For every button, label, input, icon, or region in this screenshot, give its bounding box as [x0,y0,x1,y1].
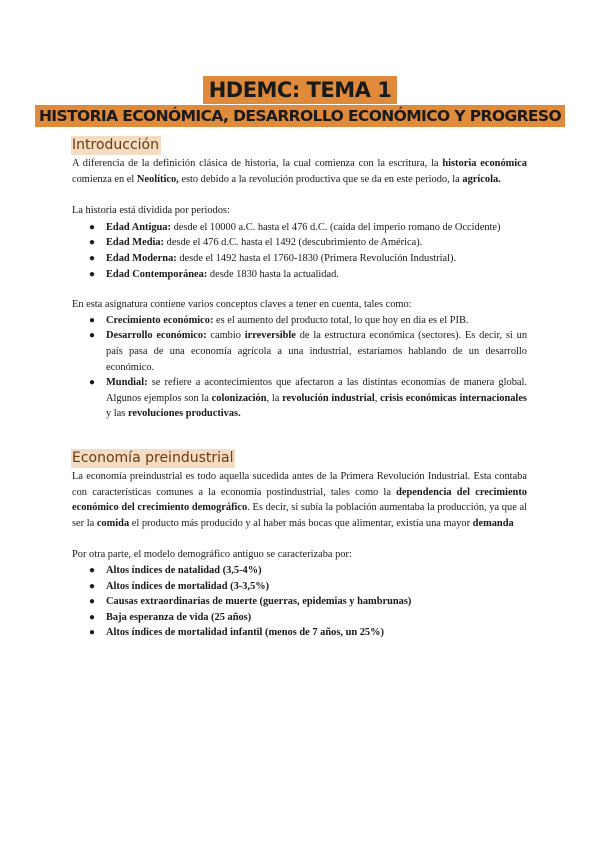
bold-irreversible: irreversible [244,330,296,342]
period-label: Edad Media: [106,237,165,249]
bullet-icon: ● [89,221,96,233]
concepts-list [72,313,527,422]
text-run: , [374,392,381,404]
preind-paragraph [72,469,527,531]
list-item [72,594,527,610]
period-label: Edad Moderna: [106,252,177,264]
list-item [72,375,527,422]
text-run: se refiere a acontecimientos que afectaron a las distintas economías de manera global. Algunos ejemplos son la [106,377,527,404]
trait-text: Altos índices de natalidad (3,5-4%) [106,564,262,576]
bullet-icon: ● [89,237,96,249]
period-text: desde el 1492 hasta el 1760-1830 (Primera Revolución Industrial). [176,252,457,264]
trait-text: Altos índices de mortalidad infantil (menos de 7 años, un 25%) [106,627,384,639]
bold-comida: comida [96,517,130,529]
bullet-icon: ● [89,611,96,623]
text-run: esto debido a la revolución productiva que se da en este periodo, la [178,173,463,185]
text-run: , la [266,392,283,404]
list-item [72,610,527,626]
bold-colonizacion: colonización [211,392,267,404]
doc-title-wrap [0,76,600,104]
bold-neolitico: Neolítico, [136,173,179,185]
list-item [72,267,527,283]
trait-text: Baja esperanza de vida (25 años) [106,611,252,623]
list-item [72,313,527,329]
bold-revoluciones-productivas: revoluciones productivas. [127,408,241,420]
period-label: Edad Antigua: [106,221,171,233]
bold-dependencia: dependencia del crecimiento económico del crecimiento demográfico [72,486,527,514]
list-item [72,625,527,641]
bullet-icon: ● [89,268,96,280]
text-run: y las [106,408,128,420]
concept-label: Desarrollo económico: [106,330,207,342]
text-run: La economía preindustrial es todo aquella sucedida antes de la Primera Revolución Industrial. Esta contaba con características comunes a la economía postindustrial, tales como la [72,471,527,498]
list-item [72,579,527,595]
bullet-icon: ● [89,580,96,592]
period-label: Edad Contemporánea: [106,268,208,280]
bold-historia-economica: historia económica [442,158,527,169]
bullet-icon: ● [89,377,96,389]
bullet-icon: ● [89,252,96,264]
list-item [72,220,527,236]
preind-body [72,469,527,641]
text-run: A diferencia de la definición clásica de historia, la cual comienza con la escritura, la [72,158,443,169]
text-run: el producto más producido y al haber más bocas que alimentar, existía una mayor [129,517,473,529]
bold-revolucion-industrial: revolución industrial [282,392,375,404]
list-item [72,563,527,579]
list-item [72,328,527,375]
concepts-intro: En esta asignatura contiene varios conceptos claves a tener en cuenta, tales como: [72,299,412,311]
doc-subtitle: HISTORIA ECONÓMICA, DESARROLLO ECONÓMICO Y PROGRESO [35,105,565,127]
bullet-icon: ● [89,564,96,576]
section-heading-introduccion: Introducción [72,137,159,153]
bullet-icon: ● [89,314,96,326]
bullet-icon: ● [89,330,96,342]
text-run: . Es decir, si subía la población aumentaba la producción, ya que al ser la [72,502,528,529]
concept-label: Mundial: [106,377,148,389]
text-run: de la estructura económica (sectores). Es decir, si un país pasa de una economía agrícola a una industrial, estaríamos hablando de un desarrollo económico. [106,330,528,373]
periods-list [72,220,527,282]
period-text: desde 1830 hasta la actualidad. [207,268,339,280]
list-item [72,235,527,251]
bold-demanda: demanda [472,517,514,529]
traits-intro: Por otra parte, el modelo demográfico antiguo se caracterizaba por: [72,549,352,561]
list-item [72,251,527,267]
period-text: desde el 476 d.C. hasta el 1492 (descubrimiento de América). [164,237,423,249]
section-heading-economia-preindustrial: Economía preindustrial [72,450,234,466]
text-run: comienza en el [72,173,137,185]
bold-agricola: agrícola. [462,173,501,185]
intro-body [72,156,527,422]
concept-label: Crecimiento económico: [106,314,214,326]
bold-crisis-economicas: crisis económicas internacionales [380,392,527,404]
concept-text: es el aumento del producto total, lo que hoy en día es el PIB. [213,314,469,326]
trait-text: Causas extraordinarias de muerte (guerras, epidemias y hambrunas) [106,596,412,608]
bullet-icon: ● [89,627,96,639]
text-run: cambio [206,330,245,342]
doc-subtitle-wrap [0,105,600,127]
bullet-icon: ● [89,596,96,608]
intro-paragraph [72,156,527,187]
traits-list [72,563,527,641]
doc-title: HDEMC: TEMA 1 [203,76,398,104]
trait-text: Altos índices de mortalidad (3-3,5%) [106,580,270,592]
period-text: desde el 10000 a.C. hasta el 476 d.C. (caída del imperio romano de Occidente) [170,221,501,233]
periods-intro: La historia está dividida por periodos: [72,205,230,217]
